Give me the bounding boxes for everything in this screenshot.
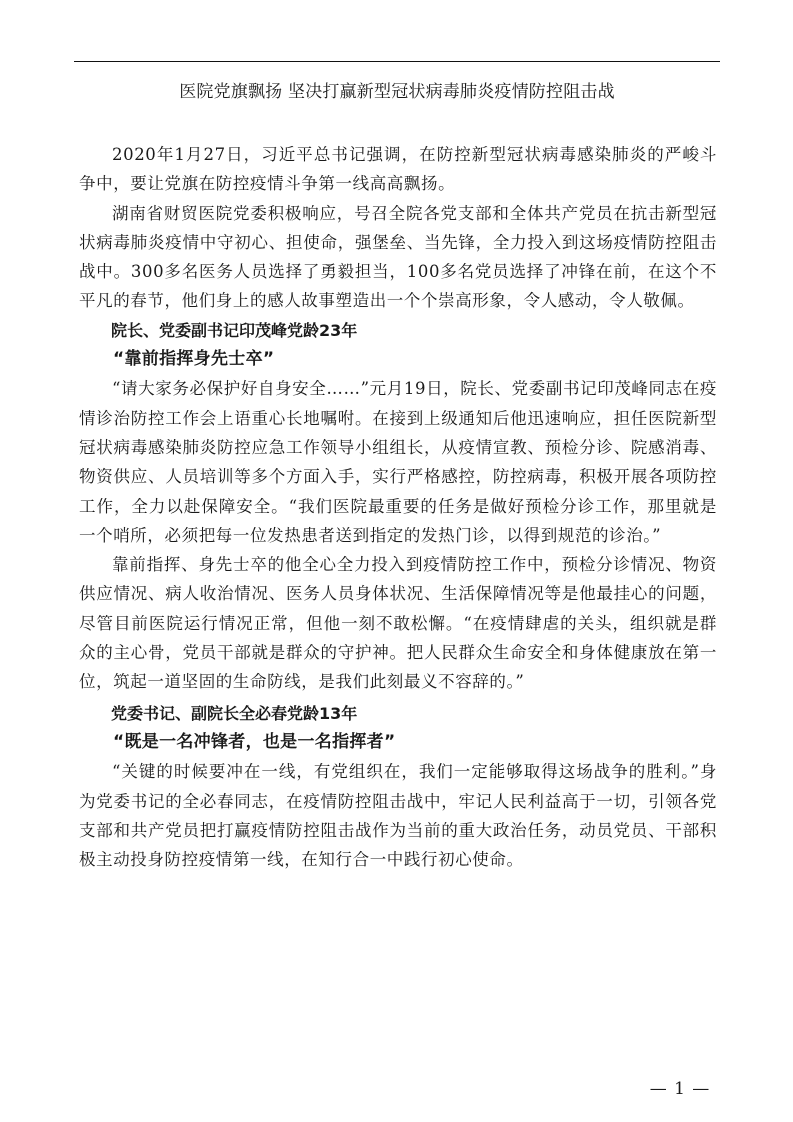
document-title: 医院党旗飘扬 坚决打赢新型冠状病毒肺炎疫情防控阻击战 (179, 82, 615, 102)
section1-quote: “靠前指挥身先士卒” (113, 349, 275, 370)
section1-paragraph-1: “请大家务必保护好自身安全……”元月19日，院长、党委副书记印茂峰同志在疫情诊治防控工作会上语重心长地嘱咐。在接到上级通知后他迅速响应，担任医院新型冠状病毒感染肺炎防控应急工作领导小组组长，从疫情宣教、预检分诊、院感消毒、物资供应、人员培训等多个方面入手，实行严格感控，防控病毒，积极开展各项防控工作，全力以赴保障安全。“我们医院最重要的任务是做好预检分诊工作，那里就是一个哨所，必须把每一位发热患者送到指定的发热门诊，以得到规范的诊治。” (79, 379, 717, 545)
section1-heading: 院长、党委副书记印茂峰党龄23年 (111, 320, 358, 340)
document-body (79, 140, 717, 874)
intro-paragraph-1: 2020年1月27日，习近平总书记强调，在防控新型冠状病毒感染肺炎的严峻斗争中，要让党旗在防控疫情斗争第一线高高飘扬。 (79, 145, 717, 194)
intro-paragraph-2: 湖南省财贸医院党委积极响应，号召全院各党支部和全体共产党员在抗击新型冠状病毒肺炎疫情中守初心、担使命，强堡垒、当先锋，全力投入到这场疫情防控阻击战中。300多名医务人员选择了勇毅担当，100多名党员选择了冲锋在前，在这个不平凡的春节，他们身上的感人故事塑造出一个个崇高形象，令人感动，令人敬佩。 (79, 203, 717, 311)
section2-heading: 党委书记、副院长全必春党龄13年 (111, 703, 358, 723)
header-rule (74, 61, 720, 62)
section2-quote: “既是一名冲锋者，也是一名指挥者” (113, 731, 396, 752)
page-number: — 1 — (649, 1079, 711, 1099)
section1-paragraph-2: 靠前指挥、身先士卒的他全心全力投入到疫情防控工作中，预检分诊情况、物资供应情况、病人收治情况、医务人员身体状况、生活保障情况等是他最挂心的问题，尽管目前医院运行情况正常，但他一刻不敢松懈。“在疫情肆虐的关头，组织就是群众的主心骨，党员干部就是群众的守护神。把人民群众生命安全和身体健康放在第一位，筑起一道坚固的生命防线，是我们此刻最义不容辞的。” (79, 555, 717, 692)
section2-paragraph-1: “关键的时候要冲在一线，有党组织在，我们一定能够取得这场战争的胜利。”身为党委书记的全必春同志，在疫情防控阻击战中，牢记人民利益高于一切，引领各党支部和共产党员把打赢疫情防控阻击战作为当前的重大政治任务，动员党员、干部积极主动投身防控疫情第一线，在知行合一中践行初心使命。 (79, 762, 717, 870)
